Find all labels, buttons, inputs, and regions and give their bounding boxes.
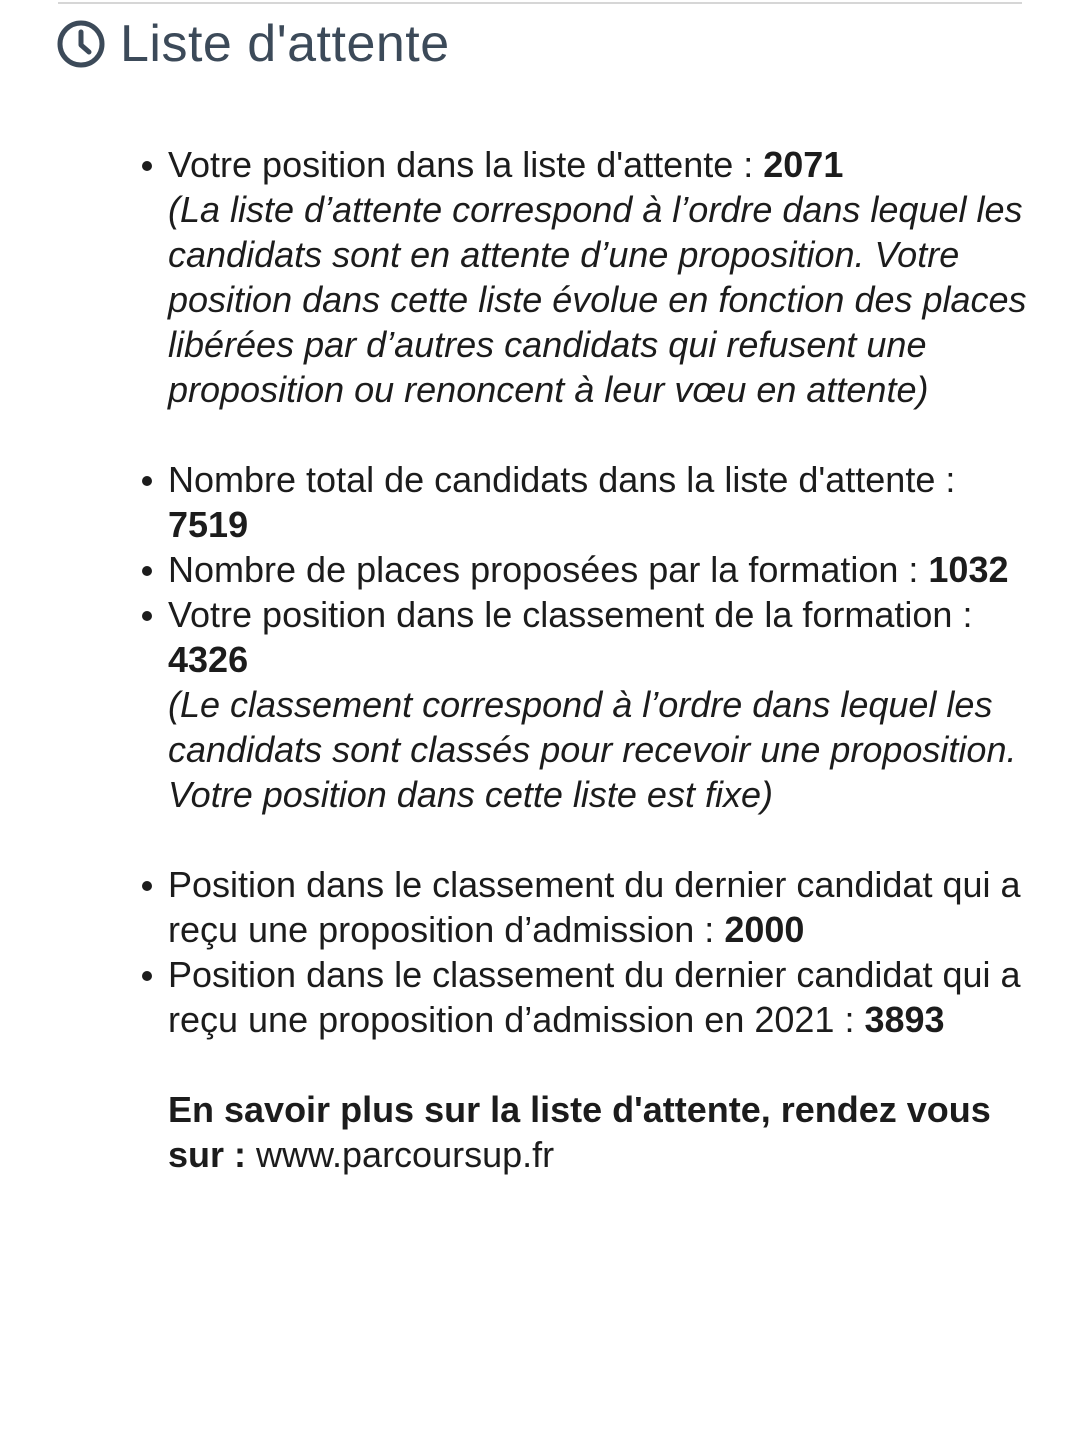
spacer	[136, 817, 1036, 862]
waitlist-details	[136, 142, 1036, 1177]
item-label: Votre position dans la liste d'attente :	[168, 144, 764, 185]
item-label: Position dans le classement du dernier candidat qui a reçu une proposition d’admission en 2021 :	[168, 954, 1021, 1040]
waitlist-position-value: 2071	[763, 144, 844, 185]
last-admitted-value: 2000	[724, 909, 805, 950]
more-info-footer	[136, 1087, 1036, 1177]
page-title: Liste d'attente	[120, 15, 450, 73]
top-divider	[58, 2, 1022, 4]
waitlist-info-list	[136, 142, 1036, 1042]
list-item-last-admitted-position	[136, 862, 1036, 952]
list-item-waitlist-position	[136, 142, 1036, 412]
item-label: Nombre total de candidats dans la liste d'attente :	[168, 459, 956, 500]
ranking-note: (Le classement correspond à l’ordre dans lequel les candidats sont classés pour recevoir une proposition. Votre position dans cette liste est fixe)	[168, 684, 1017, 815]
places-offered-value: 1032	[928, 549, 1009, 590]
more-info-text: En savoir plus sur la liste d'attente, rendez vous sur :	[168, 1089, 991, 1175]
list-item-total-candidates	[136, 457, 1036, 547]
last-admitted-2021-value: 3893	[864, 999, 945, 1040]
item-label: Votre position dans le classement de la formation :	[168, 594, 973, 635]
ranking-position-value: 4326	[168, 639, 249, 680]
waitlist-note: (La liste d’attente correspond à l’ordre dans lequel les candidats sont en attente d’une proposition. Votre position dans cette liste évolue en fonction des places libérées par d’autres candidats qui refusent une proposition ou renoncent à leur vœu en attente)	[168, 189, 1027, 410]
spacer	[136, 412, 1036, 457]
list-item-last-admitted-2021	[136, 952, 1036, 1042]
list-item-ranking-position	[136, 592, 1036, 817]
parcoursup-link[interactable]: www.parcoursup.fr	[256, 1134, 555, 1175]
item-label: Position dans le classement du dernier candidat qui a reçu une proposition d’admission :	[168, 864, 1021, 950]
total-candidates-value: 7519	[168, 504, 249, 545]
section-header	[56, 14, 450, 74]
clock-icon	[56, 19, 106, 69]
list-item-places-offered	[136, 547, 1036, 592]
item-label: Nombre de places proposées par la formation :	[168, 549, 929, 590]
